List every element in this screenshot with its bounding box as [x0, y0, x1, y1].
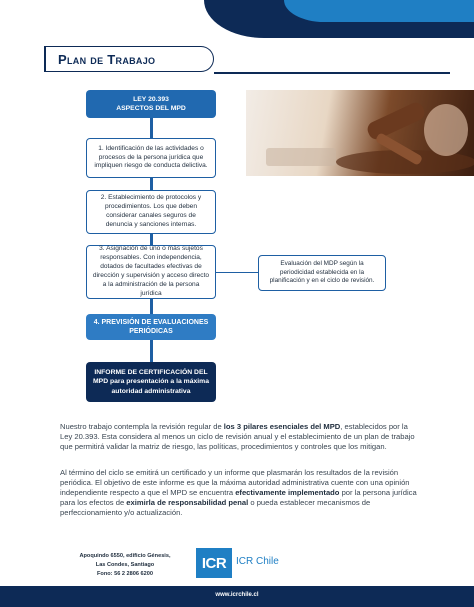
- side-connector-line: [216, 272, 258, 273]
- title-underline: [214, 72, 450, 74]
- flow-final-report-text: INFORME DE CERTIFICACIÓN DEL MPD para presentación a la máxima autoridad administrativa: [93, 369, 209, 395]
- p2-bold-2: eximirla de responsabilidad penal: [126, 498, 249, 508]
- law-title: LEY 20.393: [133, 95, 169, 103]
- company-name: ICR Chile: [236, 556, 279, 567]
- address-line-1: Apoquindo 6550, edificio Génesis,: [79, 553, 171, 559]
- footer-url-link[interactable]: www.icrchile.cl: [215, 592, 259, 598]
- p1-bold: los 3 pilares esenciales del MPD: [223, 422, 341, 431]
- flow-step-2: [86, 190, 216, 234]
- p2-text-e: o pueda establecer mecanismos de perfeccionamiento y/o actualización.: [60, 498, 371, 518]
- gavel-photo: [246, 90, 474, 176]
- body-paragraph-2: [60, 468, 420, 518]
- footer-address: [76, 552, 174, 579]
- law-subtitle: ASPECTOS DEL MPD: [116, 105, 186, 112]
- p2-text-a: Al término del ciclo se emitirá un certificado y un informe que plasmarán los resultados de la revisión periódica. El objetivo de este informe es que la máxima autoridad administrativa cuente con una opinión independiente respecto a que el MPD se encuentra: [60, 468, 410, 498]
- header-blue-wave: [284, 0, 474, 22]
- address-line-2: Las Condes, Santiago: [95, 561, 155, 568]
- p1-text-a: Nuestro trabajo contempla la revisión regular de: [60, 422, 224, 431]
- flow-step-3-text: 3. Asignación de uno o más sujetos responsables. Con independencia, dotados de facultades efectivas de dirección y supervisión y acceso directo a la administración de la persona jurídica: [92, 245, 210, 297]
- p1-text-c: , establecidos por la Ley 20.393. Esta considera al menos un ciclo de revisión anual y el establecimiento de un plan de trabajo que permitirá validar la matriz de riesgo, las políticas, procedimientos y controles que los mitigan.: [60, 422, 415, 452]
- page-title-frame: [44, 46, 214, 72]
- gavel-illustration: [246, 90, 474, 176]
- flow-step-4: [86, 314, 216, 340]
- company-logo: ICR: [196, 548, 232, 578]
- address-line-3: Fono: 56 2 2806 6200: [97, 570, 153, 577]
- p2-bold-1: efectivamente implementado: [235, 488, 340, 498]
- flow-step-1-text: 1. Identificación de las actividades o procesos de la persona jurídica que impliquen riesgo de conducta delictiva.: [94, 144, 208, 170]
- flow-side-note: [258, 255, 386, 291]
- body-paragraph-1: [60, 422, 420, 452]
- p2-text-c: por la persona jurídica para los efectos de: [60, 488, 417, 508]
- flow-step-3: [86, 245, 216, 299]
- page-title: Plan de Trabajo: [58, 51, 156, 67]
- flow-step-4-text: 4. PREVISIÓN DE EVALUACIONES PERIÓDICAS: [93, 318, 209, 335]
- flow-step-2-text: 2. Establecimiento de protocolos y procedimientos. Los que deben considerar canales seguros de denuncia y sanciones internas.: [100, 194, 202, 228]
- flow-final-report: [86, 362, 216, 402]
- flow-side-note-text: Evaluación del MDP según la periodicidad establecida en la planificación y en el ciclo de revisión.: [269, 260, 375, 285]
- flow-law-header: [86, 90, 216, 118]
- flow-step-1: [86, 138, 216, 178]
